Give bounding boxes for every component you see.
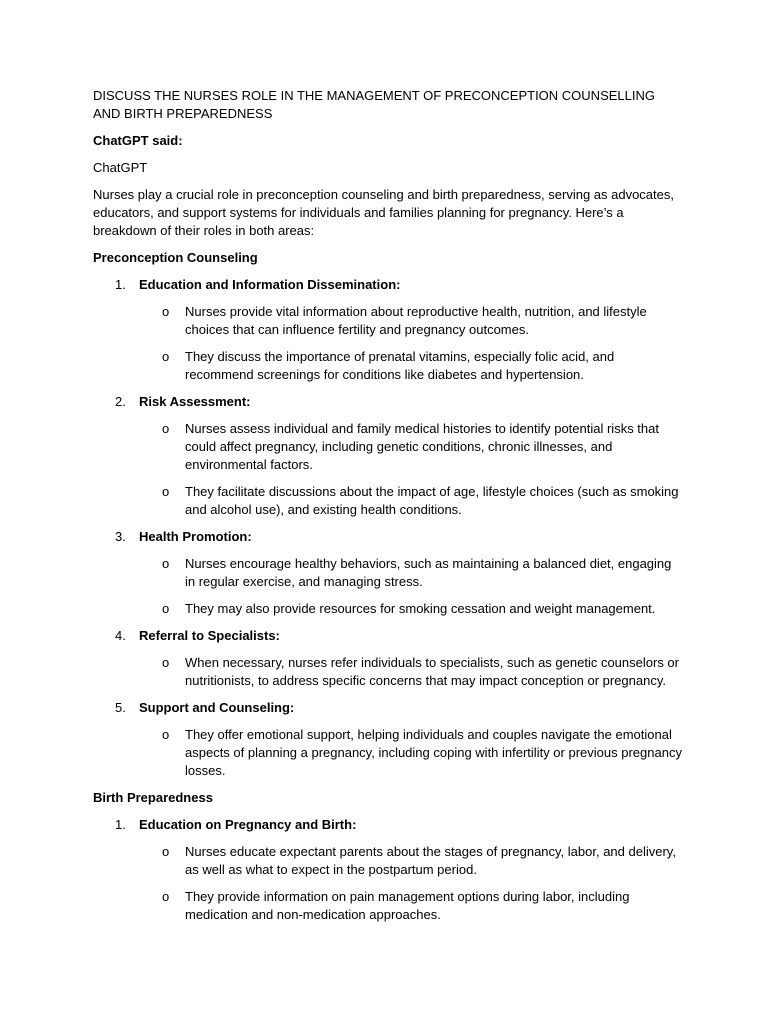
bullet-marker-icon: o	[162, 484, 170, 499]
bullet-item	[93, 555, 683, 591]
bullet-marker-icon: o	[162, 655, 170, 670]
list-item-heading	[93, 393, 683, 411]
bullet-list	[93, 843, 683, 924]
section-heading: Birth Preparedness	[93, 790, 213, 805]
bullet-text: Nurses educate expectant parents about the stages of pregnancy, labor, and delivery, as well as what to expect in the postpartum period.	[185, 844, 676, 877]
bullet-text: Nurses assess individual and family medical histories to identify potential risks that could affect pregnancy, including genetic conditions, chronic illnesses, and environmental factors.	[185, 421, 659, 472]
speaker-name: ChatGPT	[93, 160, 148, 175]
list-item-title: Support and Counseling:	[139, 700, 295, 715]
bullet-marker-icon: o	[162, 304, 170, 319]
list-item-title: Referral to Specialists:	[139, 628, 280, 643]
speaker-label: ChatGPT said:	[93, 133, 183, 148]
list-item-heading	[93, 627, 683, 645]
bullet-item	[93, 348, 683, 384]
document-sections	[93, 249, 683, 924]
bullet-marker-icon: o	[162, 889, 170, 904]
list-item	[93, 816, 683, 924]
bullet-marker-icon: o	[162, 844, 170, 859]
list-item-number: 4.	[115, 628, 126, 643]
bullet-list	[93, 303, 683, 384]
bullet-item	[93, 303, 683, 339]
bullet-item	[93, 726, 683, 780]
section-heading: Preconception Counseling	[93, 250, 258, 265]
bullet-marker-icon: o	[162, 727, 170, 742]
bullet-text: When necessary, nurses refer individuals to specialists, such as genetic counselors or nutritionists, to address specific concerns that may impact conception or pregnancy.	[185, 655, 679, 688]
list-item-title: Risk Assessment:	[139, 394, 251, 409]
bullet-item	[93, 843, 683, 879]
bullet-text: They may also provide resources for smoking cessation and weight management.	[185, 601, 656, 616]
list-item-title: Health Promotion:	[139, 529, 252, 544]
list-item-heading	[93, 276, 683, 294]
bullet-text: Nurses encourage healthy behaviors, such as maintaining a balanced diet, engaging in regular exercise, and managing stress.	[185, 556, 672, 589]
bullet-item	[93, 420, 683, 474]
bullet-text: They offer emotional support, helping individuals and couples navigate the emotional aspects of planning a pregnancy, including coping with infertility or previous pregnancy losses.	[185, 727, 682, 778]
list-item-heading	[93, 528, 683, 546]
list-item	[93, 528, 683, 618]
bullet-marker-icon: o	[162, 421, 170, 436]
list-item-number: 1.	[115, 277, 126, 292]
intro-paragraph: Nurses play a crucial role in preconception counseling and birth preparedness, serving as advocates, educators, and support systems for individuals and families planning for pregnancy. Here’s a breakdown of their roles in both areas:	[93, 187, 674, 238]
list-item	[93, 276, 683, 384]
bullet-marker-icon: o	[162, 601, 170, 616]
list-item	[93, 699, 683, 780]
bullet-list	[93, 654, 683, 690]
bullet-marker-icon: o	[162, 556, 170, 571]
list-item	[93, 627, 683, 690]
list-item-number: 3.	[115, 529, 126, 544]
list-item	[93, 393, 683, 519]
bullet-marker-icon: o	[162, 349, 170, 364]
list-item-heading	[93, 816, 683, 834]
list-item-heading	[93, 699, 683, 717]
bullet-list	[93, 420, 683, 519]
bullet-text: Nurses provide vital information about reproductive health, nutrition, and lifestyle choices that can influence fertility and pregnancy outcomes.	[185, 304, 647, 337]
list-item-title: Education on Pregnancy and Birth:	[139, 817, 357, 832]
bullet-text: They discuss the importance of prenatal vitamins, especially folic acid, and recommend screenings for conditions like diabetes and hypertension.	[185, 349, 615, 382]
bullet-text: They provide information on pain management options during labor, including medication and non-medication approaches.	[185, 889, 630, 922]
bullet-text: They facilitate discussions about the impact of age, lifestyle choices (such as smoking and alcohol use), and existing health conditions.	[185, 484, 679, 517]
list-item-title: Education and Information Dissemination:	[139, 277, 401, 292]
document-page	[93, 87, 683, 933]
list-item-number: 1.	[115, 817, 126, 832]
bullet-item	[93, 483, 683, 519]
list-item-number: 2.	[115, 394, 126, 409]
bullet-list	[93, 726, 683, 780]
bullet-item	[93, 654, 683, 690]
bullet-list	[93, 555, 683, 618]
document-title: DISCUSS THE NURSES ROLE IN THE MANAGEMENT OF PRECONCEPTION COUNSELLING AND BIRTH PREPAREDNESS	[93, 88, 655, 121]
list-item-number: 5.	[115, 700, 126, 715]
bullet-item	[93, 600, 683, 618]
bullet-item	[93, 888, 683, 924]
